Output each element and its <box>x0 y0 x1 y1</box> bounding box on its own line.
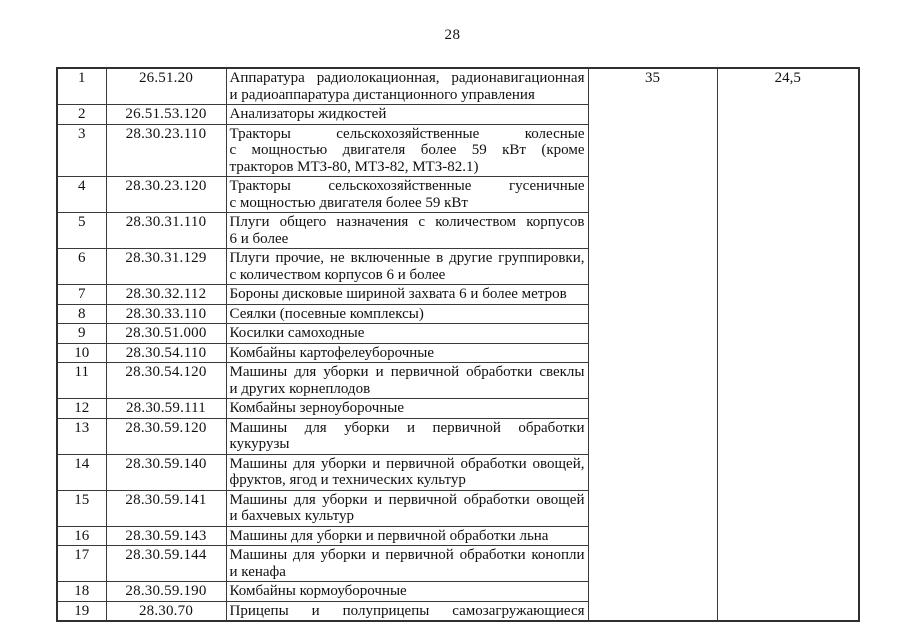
description-line: Машины для уборки и первичной обработки свеклы <box>229 364 585 380</box>
row-number: 4 <box>57 177 106 213</box>
description-line: Тракторы сельскохозяйственные колесные <box>229 125 585 142</box>
description-line: с мощностью двигателя более 59 кВт (кроме <box>229 142 585 158</box>
product-description <box>226 601 588 621</box>
product-description <box>226 213 588 249</box>
description-line: с мощностью двигателя более 59 кВт <box>229 194 468 211</box>
product-description <box>226 526 588 546</box>
product-code: 28.30.59.143 <box>106 526 226 546</box>
row-number: 8 <box>57 304 106 324</box>
product-description <box>226 68 588 105</box>
product-description <box>226 285 588 305</box>
product-code: 28.30.70 <box>106 601 226 621</box>
row-number: 18 <box>57 582 106 602</box>
codes-table-body <box>57 68 859 621</box>
product-description <box>226 454 588 490</box>
description-line: Машины для уборки и первичной обработки льна <box>229 527 549 544</box>
product-code: 28.30.59.144 <box>106 546 226 582</box>
value-col-4: 35 <box>588 68 717 621</box>
product-description <box>226 304 588 324</box>
description-line: тракторов МТЗ-80, МТЗ-82, МТЗ-82.1) <box>229 158 479 175</box>
value-col-5: 24,5 <box>717 68 859 621</box>
row-number: 10 <box>57 343 106 363</box>
row-number: 17 <box>57 546 106 582</box>
product-description <box>226 490 588 526</box>
row-number: 7 <box>57 285 106 305</box>
description-line: Плуги прочие, не включенные в другие группировки, <box>229 250 585 266</box>
product-code: 28.30.31.110 <box>106 213 226 249</box>
description-line: и других корнеплодов <box>229 380 371 397</box>
product-description <box>226 399 588 419</box>
product-description <box>226 363 588 399</box>
description-line: Аппаратура радиолокационная, радионавигационная <box>229 70 585 86</box>
description-line: Машины для уборки и первичной обработки овощей <box>229 491 585 508</box>
row-number: 13 <box>57 418 106 454</box>
description-line: и кенафа <box>229 563 286 580</box>
product-code: 28.30.23.110 <box>106 124 226 177</box>
product-code: 26.51.20 <box>106 68 226 105</box>
description-line: фруктов, ягод и технических культур <box>229 472 466 488</box>
product-code: 28.30.54.110 <box>106 343 226 363</box>
product-code: 26.51.53.120 <box>106 105 226 125</box>
row-number: 5 <box>57 213 106 249</box>
product-description <box>226 105 588 125</box>
description-line: Машины для уборки и первичной обработки овощей, <box>229 455 585 472</box>
row-number: 12 <box>57 399 106 419</box>
product-description <box>226 124 588 177</box>
description-line: Бороны дисковые шириной захвата 6 и более метров <box>229 286 567 302</box>
row-number: 6 <box>57 249 106 285</box>
product-code: 28.30.33.110 <box>106 304 226 324</box>
table-row <box>57 68 859 105</box>
description-line: Плуги общего назначения с количеством корпусов <box>229 214 585 230</box>
product-description <box>226 418 588 454</box>
description-line: Машины для уборки и первичной обработки <box>229 419 585 436</box>
description-line: 6 и более <box>229 230 289 247</box>
row-number: 15 <box>57 490 106 526</box>
row-number: 11 <box>57 363 106 399</box>
description-line: Прицепы и полуприцепы самозагружающиеся <box>229 602 585 619</box>
row-number: 2 <box>57 105 106 125</box>
product-code: 28.30.31.129 <box>106 249 226 285</box>
product-description <box>226 582 588 602</box>
description-line: Машины для уборки и первичной обработки конопли <box>229 547 585 563</box>
description-line: Тракторы сельскохозяйственные гусеничные <box>229 178 585 194</box>
product-description <box>226 249 588 285</box>
product-code: 28.30.59.140 <box>106 454 226 490</box>
product-code: 28.30.32.112 <box>106 285 226 305</box>
row-number: 9 <box>57 324 106 344</box>
description-line: и радиоаппаратура дистанционного управления <box>229 86 535 103</box>
product-code: 28.30.59.141 <box>106 490 226 526</box>
product-code: 28.30.54.120 <box>106 363 226 399</box>
product-code: 28.30.59.190 <box>106 582 226 602</box>
description-line: с количеством корпусов 6 и более <box>229 266 446 283</box>
description-line: Комбайны картофелеуборочные <box>229 344 435 361</box>
row-number: 3 <box>57 124 106 177</box>
description-line: и бахчевых культур <box>229 508 354 524</box>
product-code: 28.30.51.000 <box>106 324 226 344</box>
page-number: 28 <box>444 27 461 43</box>
description-line: Анализаторы жидкостей <box>229 106 387 122</box>
product-description <box>226 177 588 213</box>
row-number: 16 <box>57 526 106 546</box>
description-line: кукурузы <box>229 436 290 452</box>
product-description <box>226 324 588 344</box>
product-description <box>226 343 588 363</box>
product-code: 28.30.23.120 <box>106 177 226 213</box>
row-number: 14 <box>57 454 106 490</box>
product-description <box>226 546 588 582</box>
product-code: 28.30.59.120 <box>106 418 226 454</box>
product-code: 28.30.59.111 <box>106 399 226 419</box>
description-line: Комбайны зерноуборочные <box>229 400 405 416</box>
row-number: 1 <box>57 68 106 105</box>
description-line: Комбайны кормоуборочные <box>229 583 407 599</box>
description-line: Сеялки (посевные комплексы) <box>229 305 424 322</box>
row-number: 19 <box>57 601 106 621</box>
product-codes-table <box>56 67 860 622</box>
description-line: Косилки самоходные <box>229 325 365 341</box>
